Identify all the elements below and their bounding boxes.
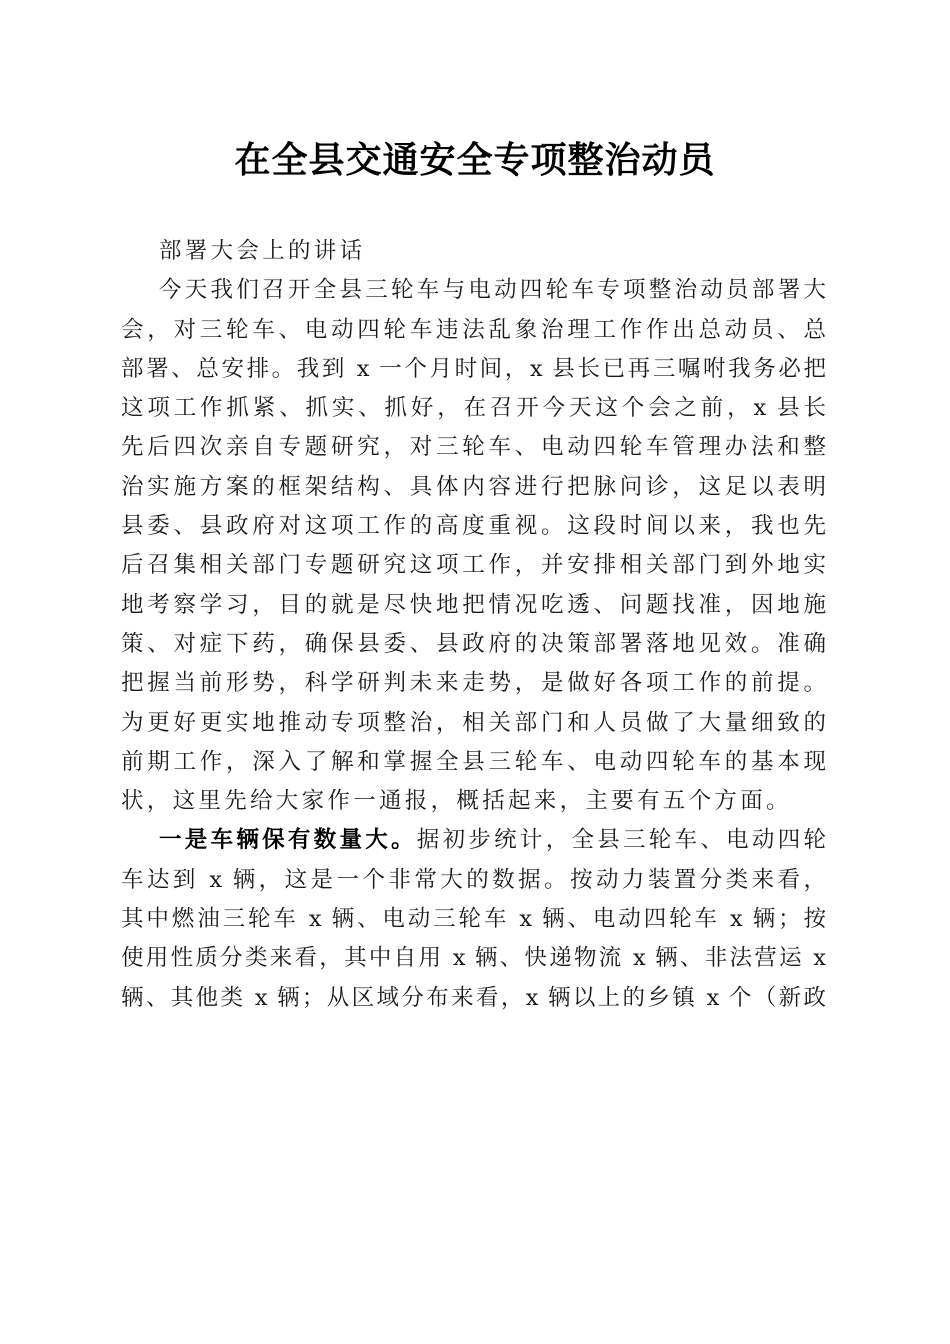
paragraph-line: 部署、总安排。我到 x 一个月时间，x 县长已再三嘱咐我务必把 [121, 355, 826, 382]
paragraph-line: 其中燃油三轮车 x 辆、电动三轮车 x 辆、电动四轮车 x 辆；按 [121, 906, 826, 933]
paragraph-line: 治实施方案的框架结构、具体内容进行把脉问诊，这足以表明 [121, 473, 826, 500]
paragraph-line: 使用性质分类来看，其中自用 x 辆、快递物流 x 辆、非法营运 x [121, 945, 826, 972]
paragraph-line: 地考察学习，目的就是尽快地把情况吃透、问题找准，因地施 [121, 591, 826, 618]
paragraph-line: 今天我们召开全县三轮车与电动四轮车专项整治动员部署大 [159, 277, 826, 304]
paragraph-line: 把握当前形势，科学研判未来走势，是做好各项工作的前提。 [121, 670, 826, 697]
paragraph-2 [121, 821, 826, 1017]
bold-lead-heading: 一是车辆保有数量大。 [159, 827, 417, 854]
paragraph-line: 辆、其他类 x 辆；从区域分布来看，x 辆以上的乡镇 x 个（新政 [121, 984, 826, 1011]
paragraph-line: 策、对症下药，确保县委、县政府的决策部署落地见效。准确 [121, 630, 826, 657]
paragraph-line: 状，这里先给大家作一通报，概括起来，主要有五个方面。 [121, 788, 792, 815]
paragraph-1 [121, 271, 826, 821]
document-title: 在全县交通安全专项整治动员 [234, 139, 716, 181]
paragraph-line: 前期工作，深入了解和掌握全县三轮车、电动四轮车的基本现 [121, 748, 826, 775]
paragraph-line: 为更好更实地推动专项整治，相关部门和人员做了大量细致的 [121, 709, 826, 736]
paragraph-line-rest: 据初步统计，全县三轮车、电动四轮 [416, 827, 826, 854]
paragraph-line: 县委、县政府对这项工作的高度重视。这段时间以来，我也先 [121, 513, 826, 540]
paragraph-line: 会，对三轮车、电动四轮车违法乱象治理工作作出总动员、总 [121, 316, 826, 343]
paragraph-line: 后召集相关部门专题研究这项工作，并安排相关部门到外地实 [121, 552, 826, 579]
document-subtitle: 部署大会上的讲话 [159, 238, 366, 264]
paragraph-line: 车达到 x 辆，这是一个非常大的数据。按动力装置分类来看， [121, 866, 826, 893]
paragraph-first-line [121, 821, 826, 860]
paragraph-line: 先后四次亲自专题研究，对三轮车、电动四轮车管理办法和整 [121, 434, 826, 461]
document-body [121, 232, 826, 1018]
paragraph-line: 这项工作抓紧、抓实、抓好，在召开今天这个会之前，x 县长 [121, 395, 826, 422]
